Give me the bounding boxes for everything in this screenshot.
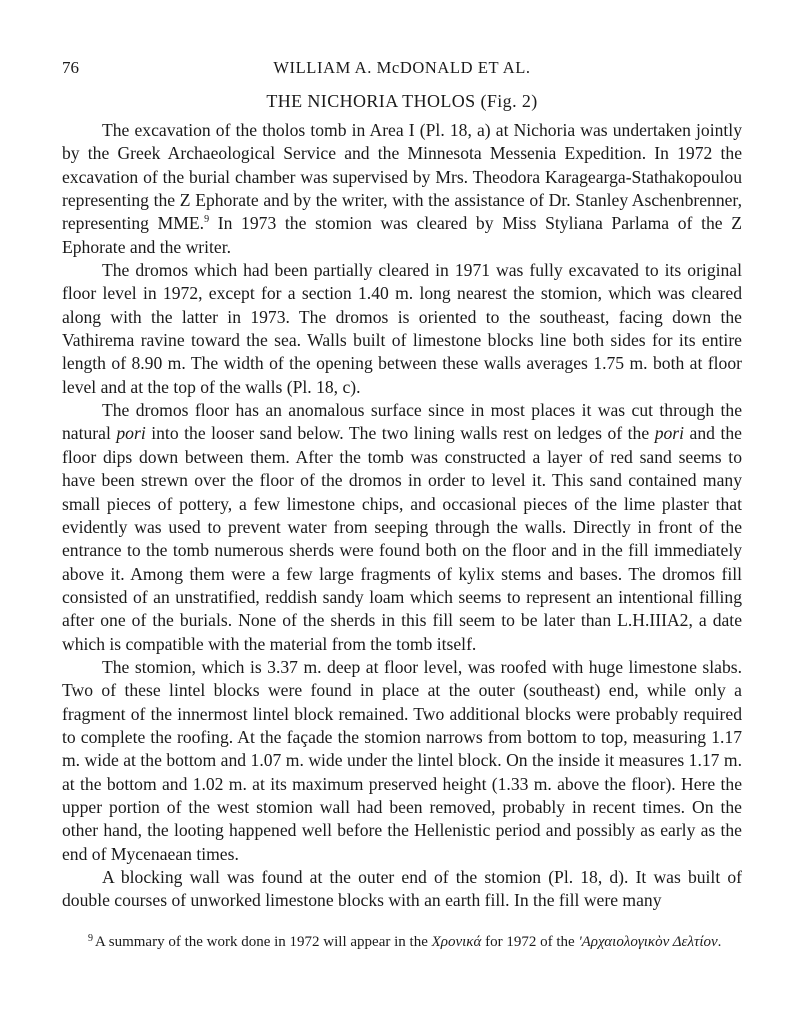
page-header	[62, 58, 742, 82]
paragraph-text: The excavation of the tholos tomb in Area I (Pl. 18, a) at Nichoria was undertaken jointly by the Greek Archaeological Service and the Minnesota Messenia Expedition. In 1972 the excavation of the burial chamber was supervised by Mrs. Theodora Karagearga-Stathakopoulou representing the Z Ephorate and by the writer, with the assistance of Dr. Stanley Aschenbrenner, representing MME.	[62, 120, 742, 234]
running-head: WILLIAM A. McDONALD ET AL.	[273, 58, 531, 77]
paragraph-3	[62, 399, 742, 656]
footnote-text: .	[717, 934, 722, 950]
paragraph-5	[62, 866, 742, 913]
article-body	[62, 119, 742, 913]
italic-term: pori	[116, 423, 146, 444]
paragraph-text: The dromos floor has an anomalous surface since in most places it was cut through the natural	[62, 400, 742, 444]
paragraph-text: and the floor dips down between them. After the tomb was constructed a layer of red sand seems to have been strewn over the floor of the dromos in order to level it. This sand contained many small pieces of pottery, a few limestone chips, and occasional pieces of the lime plaster that evidently was used to prevent water from seeping through the walls. Directly in front of the entrance to the tomb numerous sherds were found both on the floor and in the fill immediately above it. Among them were a few large fragments of kylix stems and bases. The dromos fill consisted of an unstratified, reddish sandy loam which seems to represent an intentional filling after one of the burials. None of the sherds in this fill seem to be later than L.H.IIIA2, a date which is compatible with the material from the tomb itself.	[62, 423, 742, 654]
paragraph-text: The dromos which had been partially cleared in 1971 was fully excavated to its original floor level in 1972, except for a section 1.40 m. long nearest the stomion, which was cleared along with the latter in 1973. The dromos is oriented to the southeast, facing down the Vathirema ravine toward the sea. Walls built of limestone blocks line both sides for its entire length of 8.90 m. The width of the opening between these walls averages 1.75 m. both at floor level and at the top of the walls (Pl. 18, c).	[62, 260, 742, 397]
paragraph-text: In 1973 the stomion was cleared by Miss Styliana Parlama of the Z Ephorate and the writer.	[62, 213, 742, 257]
section-title: THE NICHORIA THOLOS (Fig. 2)	[266, 91, 538, 111]
paragraph-2	[62, 259, 742, 399]
italic-title: 'Αρχαιολογικὸν Δελτίον	[578, 934, 718, 950]
paragraph-1	[62, 119, 742, 259]
footnote	[62, 932, 742, 952]
footnote-text: A summary of the work done in 1972 will appear in the	[95, 934, 432, 950]
paragraph-text: into the looser sand below. The two lining walls rest on ledges of the	[145, 423, 655, 444]
footnote-reference[interactable]: 9	[204, 214, 210, 226]
footnote-text: for 1972 of the	[481, 934, 579, 950]
paragraph-4	[62, 656, 742, 866]
italic-title: Χρονικά	[431, 934, 482, 950]
footnote-mark: 9	[88, 933, 93, 944]
italic-term: pori	[654, 423, 685, 444]
paragraph-text: A blocking wall was found at the outer end of the stomion (Pl. 18, d). It was built of double courses of unworked limestone blocks with an earth fill. In the fill were many	[62, 867, 742, 911]
page-number: 76	[62, 58, 79, 77]
paragraph-text: The stomion, which is 3.37 m. deep at floor level, was roofed with huge limestone slabs. Two of these lintel blocks were found in place at the outer (southeast) end, while only a fragment of the innermost lintel block remained. Two additional blocks were probably required to complete the roofing. At the façade the stomion narrows from bottom to top, measuring 1.17 m. wide at the bottom and 1.07 m. wide under the lintel block. On the inside it measures 1.17 m. at the bottom and 1.02 m. at its maximum preserved height (1.33 m. above the floor). Here the upper portion of the west stomion wall had been removed, probably in recent times. On the other hand, the looting happened well before the Hellenistic period and possibly as early as the end of Mycenaean times.	[62, 656, 742, 864]
